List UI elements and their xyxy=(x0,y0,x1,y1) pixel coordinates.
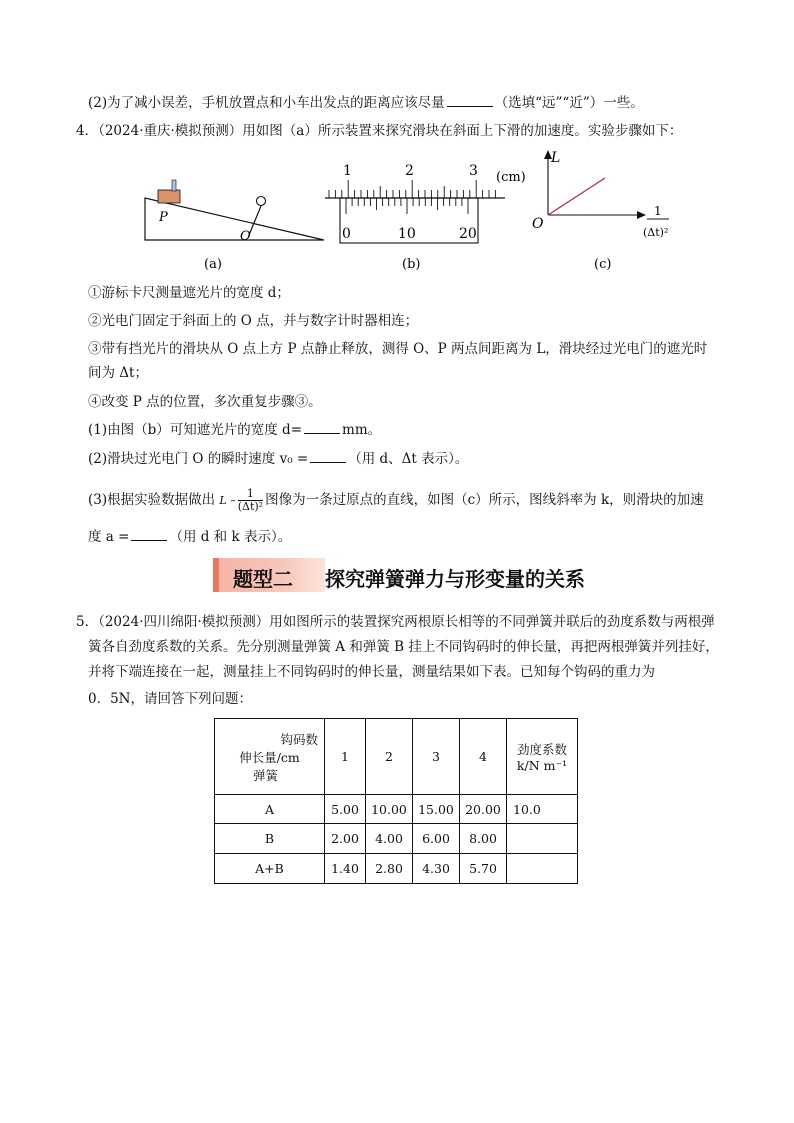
fraction-numerator: 1 xyxy=(238,488,263,501)
section-title: 探究弹簧弹力与形变量的关系 xyxy=(325,567,585,591)
spring-data-table xyxy=(214,718,578,884)
q5-line3: 并将下端连接在一起，测量挂上不同钩码时的伸长量，测量结果如下表。已知每个钩码的重力为 xyxy=(88,664,655,680)
q4-figures xyxy=(0,0,794,290)
figure-c-graph xyxy=(532,150,669,272)
figure-a-caption: (a) xyxy=(204,257,222,272)
unit-label: (cm) xyxy=(496,170,526,185)
answer-blank[interactable] xyxy=(310,450,346,463)
table-header-row xyxy=(215,719,578,795)
table-row xyxy=(215,854,578,884)
corner-line: 伸长量/cm xyxy=(239,749,300,765)
table-row xyxy=(215,795,578,824)
q4-part1-prefix: (1)由图（b）可知遮光片的宽度 d= xyxy=(88,422,303,438)
q4-step4: ④改变 P 点的位置，多次重复步骤③。 xyxy=(88,394,322,410)
table-stiffness-cell: 10.0 xyxy=(507,795,578,824)
table-stiffness-header xyxy=(507,719,578,795)
section-badge xyxy=(213,558,325,592)
table-column-header: 3 xyxy=(413,719,460,795)
table-row-label: A xyxy=(215,795,325,824)
q3-part2-suffix: （选填“远”“近”）一些。 xyxy=(494,95,644,111)
graph-y-label: L xyxy=(551,150,561,166)
table-row-label: A+B xyxy=(215,854,325,884)
vernier-tick-label: 10 xyxy=(398,226,416,242)
q4-step1: ①游标卡尺测量遮光片的宽度 d； xyxy=(88,285,290,301)
q4-part2 xyxy=(88,450,468,468)
table-cell: 4.30 xyxy=(413,854,460,884)
q3-part2-prefix: (2)为了减小误差，手机放置点和小车出发点的距离应该尽量 xyxy=(88,95,445,111)
q5-line4: 0．5N，请回答下列问题： xyxy=(88,691,252,707)
q4-part3-suffix: 图像为一条过原点的直线，如图（c）所示，图线斜率为 k，则滑块的加速 xyxy=(265,492,704,508)
q4-part3b-prefix: 度 a = xyxy=(88,529,130,545)
stiffness-header-line: 劲度系数 xyxy=(516,742,567,757)
table-cell: 2.80 xyxy=(366,854,413,884)
q4-part3 xyxy=(88,488,704,513)
main-tick-label: 2 xyxy=(405,163,414,179)
q4-part3-fraction xyxy=(238,488,263,513)
answer-blank[interactable] xyxy=(304,421,340,434)
q4-part2-suffix: （用 d、Δt 表示）。 xyxy=(348,451,469,467)
q4-part3-prefix: (3)根据实验数据做出 xyxy=(88,492,216,508)
figure-c-caption: (c) xyxy=(594,257,612,272)
table-cell: 10.00 xyxy=(366,795,413,824)
stiffness-header-line: k/N m⁻¹ xyxy=(516,758,568,773)
table-cell: 4.00 xyxy=(366,824,413,854)
q4-part1-suffix: mm。 xyxy=(342,422,382,438)
figure-a-incline xyxy=(145,180,324,272)
q4-part3-l: L – xyxy=(219,494,236,507)
table-cell: 15.00 xyxy=(413,795,460,824)
section-header xyxy=(213,558,613,592)
table-cell: 20.00 xyxy=(460,795,507,824)
main-tick-label: 1 xyxy=(343,163,352,179)
q4-intro: 4．（2024·重庆·模拟预测）用如图（a）所示装置来探究滑块在斜面上下滑的加速度。实验步骤如下： xyxy=(76,123,683,139)
table-cell: 2.00 xyxy=(325,824,366,854)
table-cell: 8.00 xyxy=(460,824,507,854)
q4-part3-cont xyxy=(88,528,291,546)
q4-part1 xyxy=(88,421,381,439)
q4-part3b-suffix: （用 d 和 k 表示）。 xyxy=(169,529,292,545)
table-stiffness-cell[interactable] xyxy=(507,824,578,854)
table-cell: 5.00 xyxy=(325,795,366,824)
q4-step2: ②光电门固定于斜面上的 O 点，并与数字计时器相连； xyxy=(88,313,419,329)
table-cell: 6.00 xyxy=(413,824,460,854)
q4-part2-prefix: (2)滑块过光电门 O 的瞬时速度 v₀ = xyxy=(88,451,309,467)
table-row-label: B xyxy=(215,824,325,854)
graph-x-denominator: (Δt)² xyxy=(643,226,669,239)
table-column-header: 1 xyxy=(325,719,366,795)
answer-blank[interactable] xyxy=(131,528,167,541)
corner-line: 钩码数 xyxy=(280,731,318,747)
q5-line1: 5．（2024·四川绵阳·模拟预测）用如图所示的装置探究两根原长相等的不同弹簧并联后的劲度系数与两根弹 xyxy=(76,614,715,630)
figure-b-caption: (b) xyxy=(402,257,421,272)
vernier-tick-label: 20 xyxy=(459,226,477,242)
figure-a-label-o: O xyxy=(240,229,251,244)
table-cell: 5.70 xyxy=(460,854,507,884)
table-row xyxy=(215,824,578,854)
section-badge-label: 题型二 xyxy=(233,567,293,591)
q5-line2: 簧各自劲度系数的关系。先分别测量弹簧 A 和弹簧 B 挂上不同钩码时的伸长量，再把两根弹簧并列挂好， xyxy=(88,639,719,655)
table-cell: 1.40 xyxy=(325,854,366,884)
table-column-header: 2 xyxy=(366,719,413,795)
graph-origin-label: O xyxy=(532,216,544,232)
q4-step3-cont: 间为 Δt； xyxy=(88,365,148,381)
vernier-tick-label: 0 xyxy=(342,226,351,242)
fraction-denominator: (Δt)² xyxy=(237,500,264,513)
corner-line: 弹簧 xyxy=(253,767,279,783)
main-tick-label: 3 xyxy=(469,163,478,179)
table-corner-cell xyxy=(215,719,325,795)
table-column-header: 4 xyxy=(460,719,507,795)
q4-step3: ③带有挡光片的滑块从 O 点上方 P 点静止释放，测得 O、P 两点间距离为 L，滑块经过光电门的遮光时 xyxy=(88,341,708,357)
figure-a-label-p: P xyxy=(159,210,168,225)
figure-b-vernier xyxy=(325,163,526,272)
table-stiffness-cell[interactable] xyxy=(507,854,578,884)
graph-x-numerator: 1 xyxy=(654,204,662,218)
